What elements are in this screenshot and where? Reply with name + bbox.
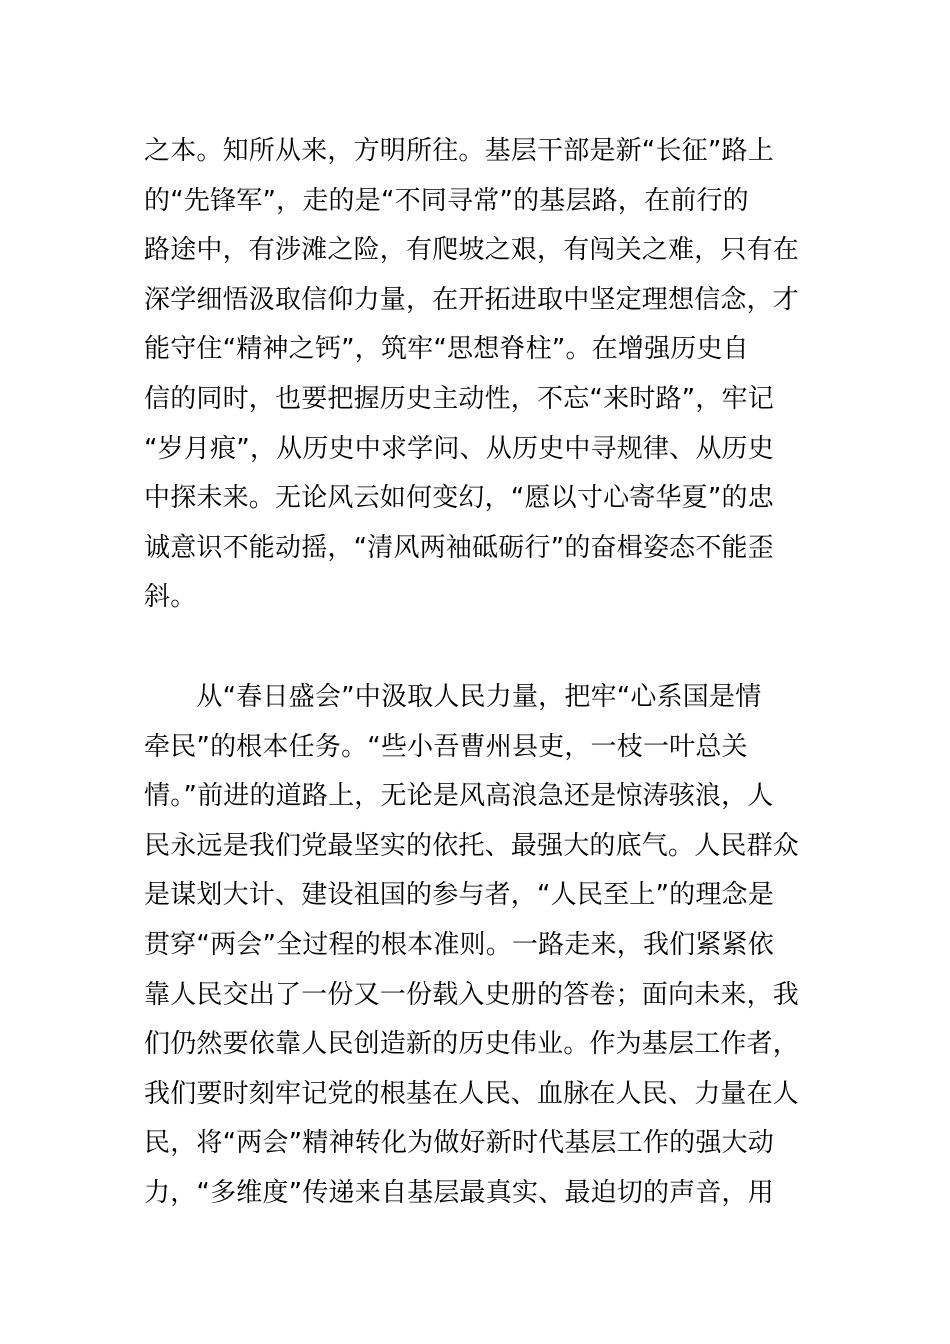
paragraph-line: 是谋划大计、建设祖国的参与者，“人民至上”的理念是	[144, 880, 774, 911]
paragraph-line: 之本。知所从来，方明所往。基层干部是新“长征”路上	[144, 136, 774, 166]
paragraph-line: 路途中，有涉滩之险，有爬坡之艰，有闯关之难，只有在	[144, 235, 800, 266]
paragraph-line: 民，将“两会”精神转化为做好新时代基层工作的强大动	[144, 1128, 774, 1159]
paragraph-line: 斜。	[144, 582, 197, 613]
paragraph-line: 们仍然要依靠人民创造新的历史伟业。作为基层工作者，	[144, 1029, 800, 1060]
paragraph-line: 民永远是我们党最坚实的依托、最强大的底气。人民群众	[144, 830, 800, 861]
paragraph-line: 的“先锋军”，走的是“不同寻常”的基层路，在前行的	[144, 185, 749, 216]
paragraph-line: 情。”前进的道路上，无论是风高浪急还是惊涛骇浪，人	[144, 781, 774, 812]
paragraph-line: 力，“多维度”传递来自基层最真实、最迫切的声音，用	[144, 1177, 774, 1208]
paragraph-2	[144, 673, 808, 1219]
paragraph-line: 牵民”的根本任务。“些小吾曹州县吏，一枝一叶总关	[144, 731, 748, 762]
paragraph-line: “岁月痕”，从历史中求学问、从历史中寻规律、从历史	[144, 433, 774, 464]
paragraph-line: 贯穿“两会”全过程的根本准则。一路走来，我们紧紧依	[144, 929, 774, 960]
paragraph-line: 能守住“精神之钙”，筑牢“思想脊柱”。在增强历史自	[144, 334, 749, 365]
paragraph-1	[144, 127, 808, 623]
paragraph-line: 信的同时，也要把握历史主动性，不忘“来时路”，牢记	[144, 383, 774, 414]
paragraph-line: 深学细悟汲取信仰力量，在开拓进取中坚定理想信念，才	[144, 284, 800, 315]
paragraph-line: 我们要时刻牢记党的根基在人民、血脉在人民、力量在人	[144, 1078, 800, 1109]
paragraph-line: 从“春日盛会”中汲取人民力量，把牢“心系国是情	[144, 682, 762, 712]
paragraph-line: 中探未来。无论风云如何变幻，“愿以寸心寄华夏”的忠	[144, 483, 774, 514]
paragraph-line: 靠人民交出了一份又一份载入史册的答卷；面向未来，我	[144, 979, 800, 1010]
paragraph-line: 诚意识不能动摇，“清风两袖砥砺行”的奋楫姿态不能歪	[144, 532, 774, 563]
